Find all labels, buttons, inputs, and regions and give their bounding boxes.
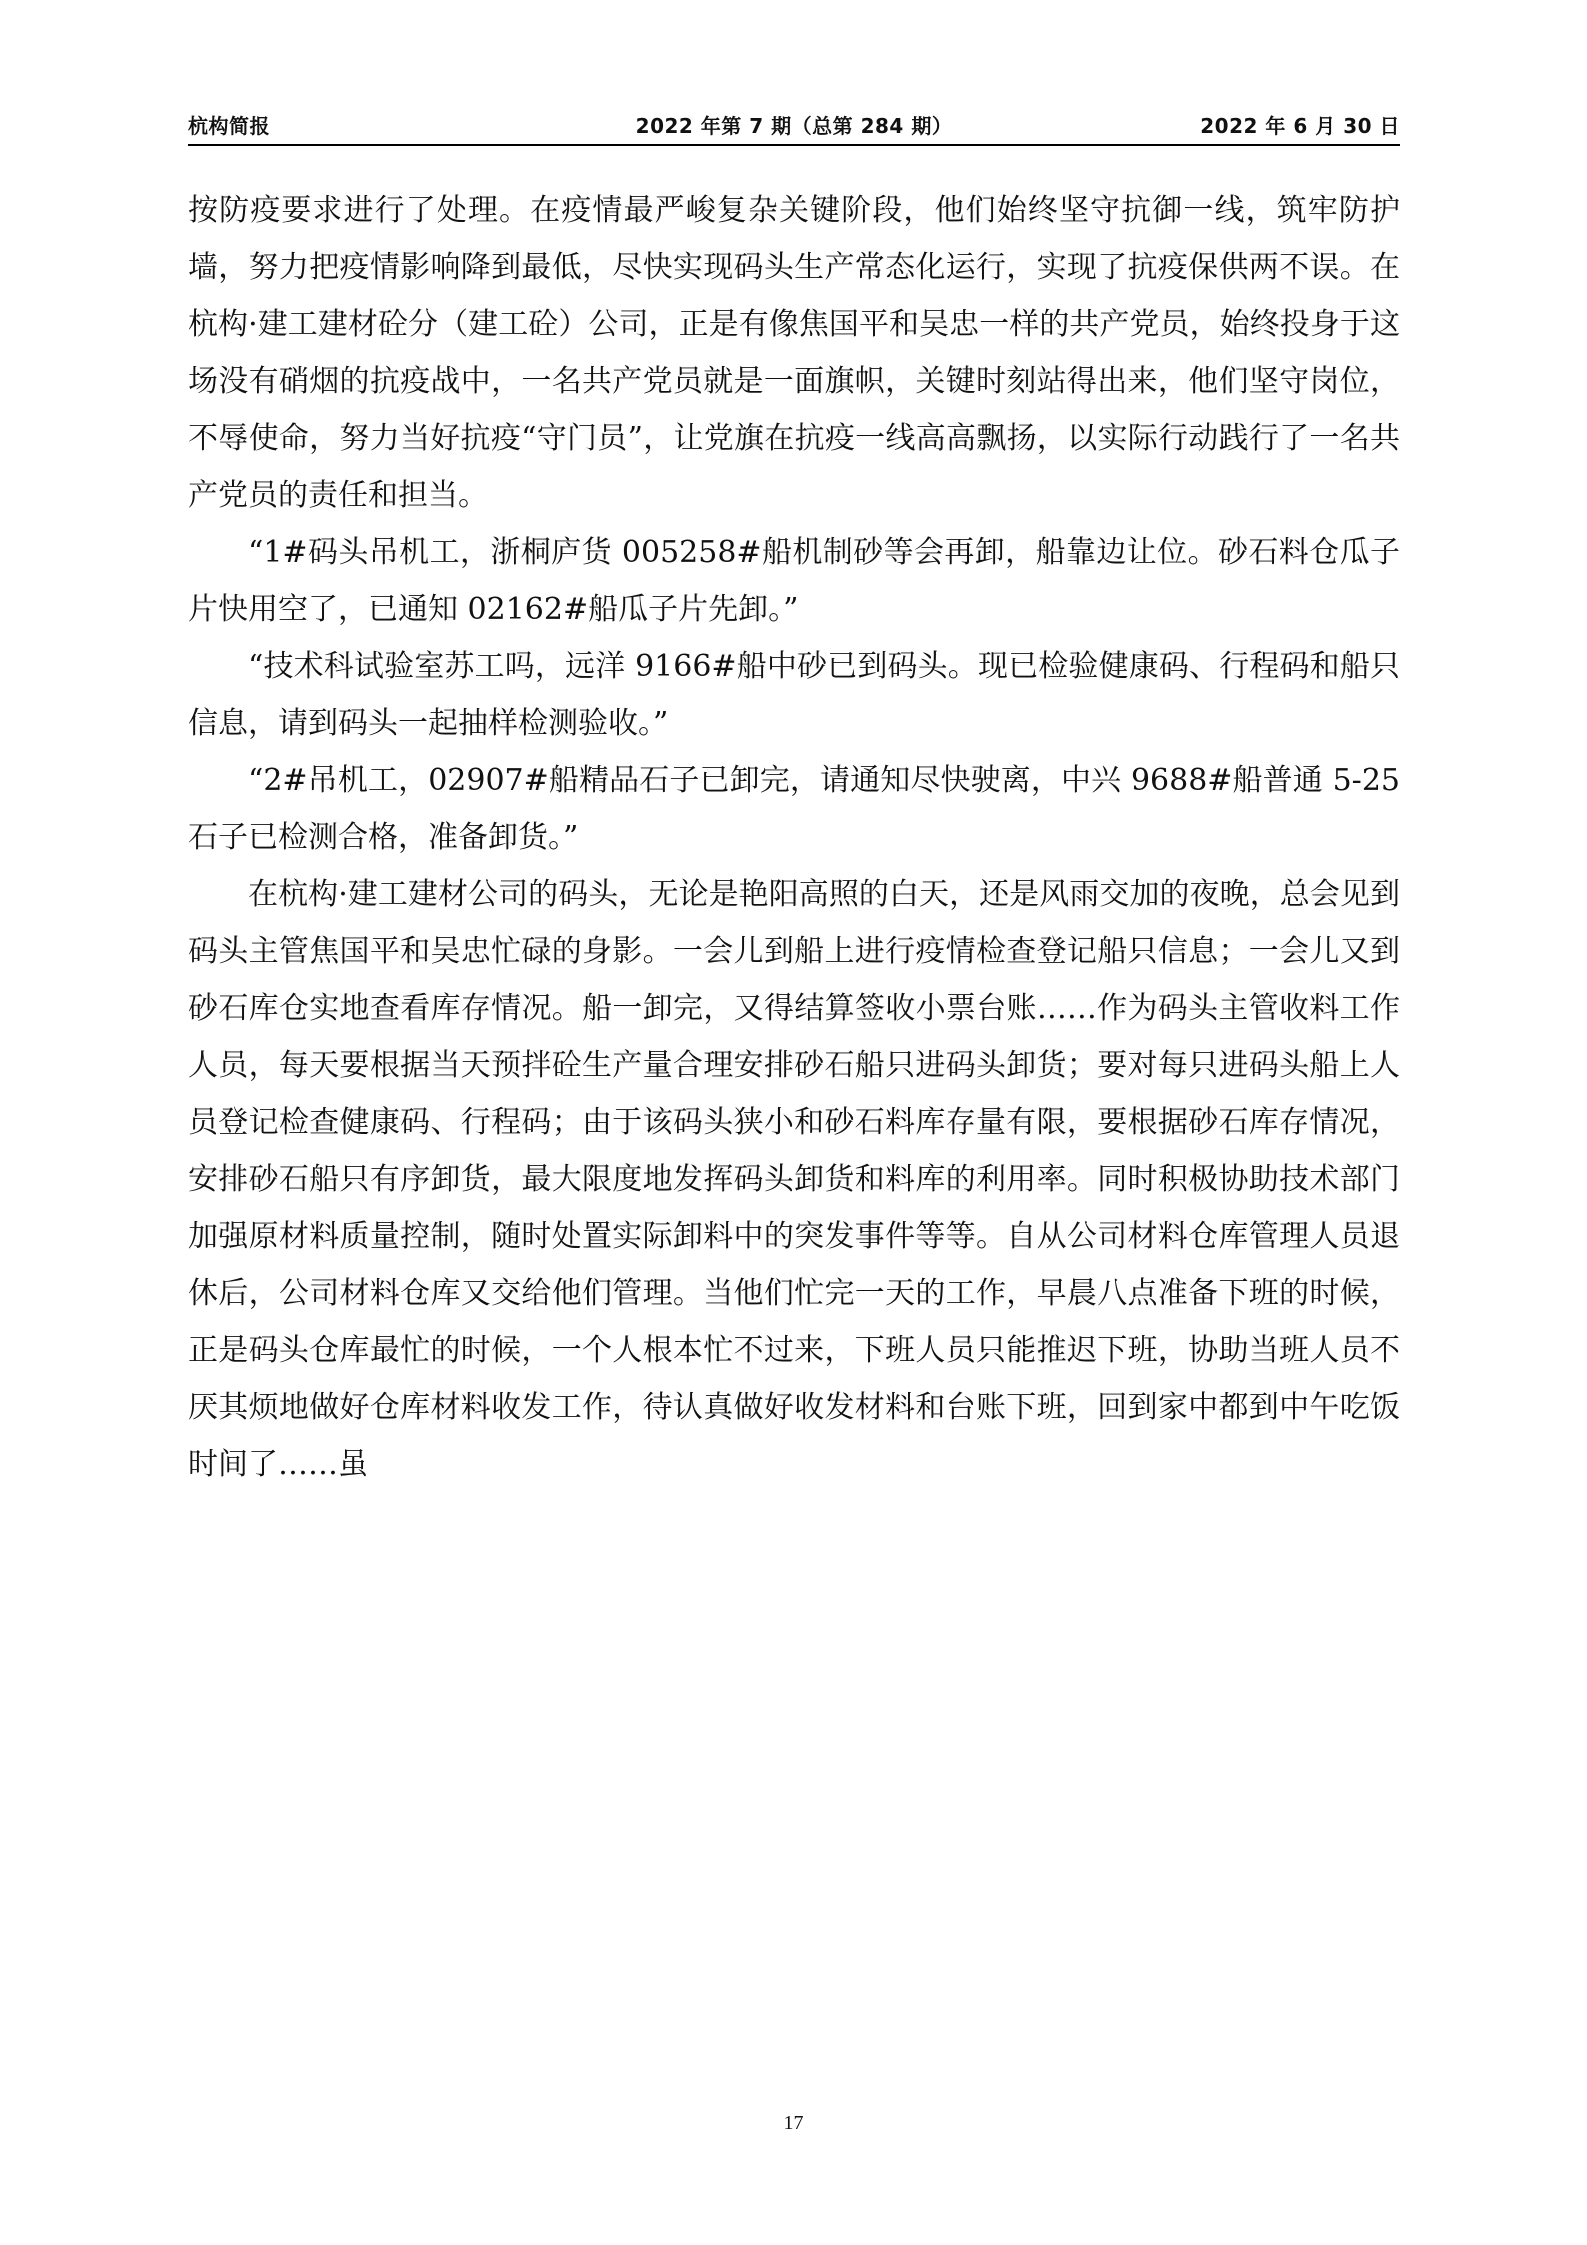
paragraph-quote-3: “2#吊机工，02907#船精品石子已卸完，请通知尽快驶离，中兴 9688#船普通 5-25石子已检测合格，准备卸货。”: [188, 763, 1400, 855]
paragraph-continued: 按防疫要求进行了处理。在疫情最严峻复杂关键阶段，他们始终坚守抗御一线，筑牢防护墙，努力把疫情影响降到最低，尽快实现码头生产常态化运行，实现了抗疫保供两不误。在杭构·建工建材砼分（建工砼）公司，正是有像焦国平和吴忠一样的共产党员，始终投身于这场没有硝烟的抗疫战中，一名共产党员就是一面旗帜，关键时刻站得出来，他们坚守岗位，不辱使命，努力当好抗疫“守门员”，让党旗在抗疫一线高高飘扬，以实际行动践行了一名共产党员的责任和担当。: [188, 193, 1400, 513]
article-body: [188, 182, 1400, 1493]
page-number: 17: [783, 2112, 804, 2134]
issue-info: 2022 年第 7 期（总第 284 期）: [635, 114, 953, 138]
paragraph-quote-1: “1#码头吊机工，浙桐庐货 005258#船机制砂等会再卸，船靠边让位。砂石料仓瓜子片快用空了，已通知 02162#船瓜子片先卸。”: [188, 535, 1400, 627]
page-header: [188, 108, 1400, 146]
paragraph-main: 在杭构·建工建材公司的码头，无论是艳阳高照的白天，还是风雨交加的夜晚，总会见到码头主管焦国平和吴忠忙碌的身影。一会儿到船上进行疫情检查登记船只信息；一会儿又到砂石库仓实地查看库存情况。船一卸完，又得结算签收小票台账……作为码头主管收料工作人员，每天要根据当天预拌砼生产量合理安排砂石船只进码头卸货；要对每只进码头船上人员登记检查健康码、行程码；由于该码头狭小和砂石料库存量有限，要根据砂石库存情况，安排砂石船只有序卸货，最大限度地发挥码头卸货和料库的利用率。同时积极协助技术部门加强原材料质量控制，随时处置实际卸料中的突发事件等等。自从公司材料仓库管理人员退休后，公司材料仓库又交给他们管理。当他们忙完一天的工作，早晨八点准备下班的时候，正是码头仓库最忙的时候，一个人根本忙不过来，下班人员只能推迟下班，协助当班人员不厌其烦地做好仓库材料收发工作，待认真做好收发材料和台账下班，回到家中都到中午吃饭时间了……虽: [188, 877, 1400, 1482]
paragraph-quote-2: “技术科试验室苏工吗，远洋 9166#船中砂已到码头。现已检验健康码、行程码和船只信息，请到码头一起抽样检测验收。”: [188, 649, 1400, 741]
issue-date: 2022 年 6 月 30 日: [1200, 114, 1400, 138]
publication-name: 杭构简报: [188, 114, 270, 138]
